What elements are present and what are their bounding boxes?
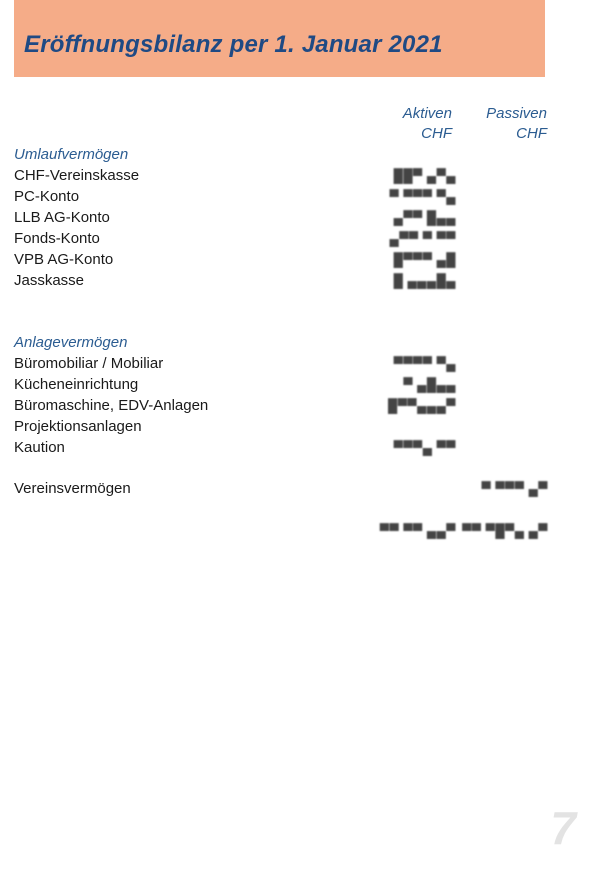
row-label: Projektionsanlagen	[14, 418, 142, 435]
row-label: PC-Konto	[14, 188, 80, 205]
row-amount-aktiven: ▄▀▀ █▄▄	[393, 210, 456, 225]
column-header-aktiven	[403, 104, 452, 144]
row-amount-aktiven: ▀ ▀▀▀ ▀▄	[389, 189, 456, 204]
page-number: 7	[550, 802, 576, 854]
row-amount-aktiven: ██▀ ▄▀▄	[393, 168, 456, 183]
section-title-umlaufvermoegen: Umlaufvermögen	[14, 146, 129, 163]
row-amount-aktiven: ▀▀▀▀ ▀▄	[393, 356, 456, 371]
column-header-passiven-label: Passiven	[486, 105, 547, 122]
row-label-vereinsvermoegen: Vereinsvermögen	[14, 480, 131, 497]
row-label: Büromobiliar / Mobiliar	[14, 355, 164, 372]
row-amount-passiven: ▀ ▀▀▀ ▄▀	[481, 481, 548, 496]
row-label: CHF-Vereinskasse	[14, 167, 140, 184]
column-header-aktiven-unit: CHF	[421, 125, 452, 142]
column-header-aktiven-label: Aktiven	[402, 105, 452, 122]
total-aktiven: ▀▀ ▀▀ ▄▄▀	[379, 523, 456, 538]
row-label: Kaution	[14, 439, 65, 456]
row-amount-aktiven: ▄▀▀ ▀ ▀▀	[389, 231, 456, 246]
page-title: Eröffnungsbilanz per 1. Januar 2021	[24, 31, 443, 58]
row-label: LLB AG-Konto	[14, 209, 110, 226]
row-amount-aktiven: █▀▀▀ ▄█	[393, 252, 456, 267]
column-header-passiven	[486, 104, 547, 144]
row-label: Jasskasse	[14, 272, 85, 289]
row-label: Büromaschine, EDV-Anlagen	[14, 397, 209, 414]
row-label: Fonds-Konto	[14, 230, 100, 247]
row-amount-aktiven: ▀▀▀▄ ▀▀	[393, 440, 456, 455]
row-amount-aktiven: █ ▄▄▄█▄	[393, 273, 456, 288]
row-amount-aktiven: ▀ ▄█▄▄	[403, 377, 456, 392]
row-label: VPB AG-Konto	[14, 251, 114, 268]
row-label: Kücheneinrichtung	[14, 376, 139, 393]
total-passiven: ▀▀ ▀█▀▄ ▄▀	[462, 523, 548, 538]
section-title-anlagevermoegen: Anlagevermögen	[14, 334, 128, 351]
row-amount-aktiven: █▀▀▄▄▄▀	[388, 398, 456, 413]
column-header-passiven-unit: CHF	[516, 125, 547, 142]
